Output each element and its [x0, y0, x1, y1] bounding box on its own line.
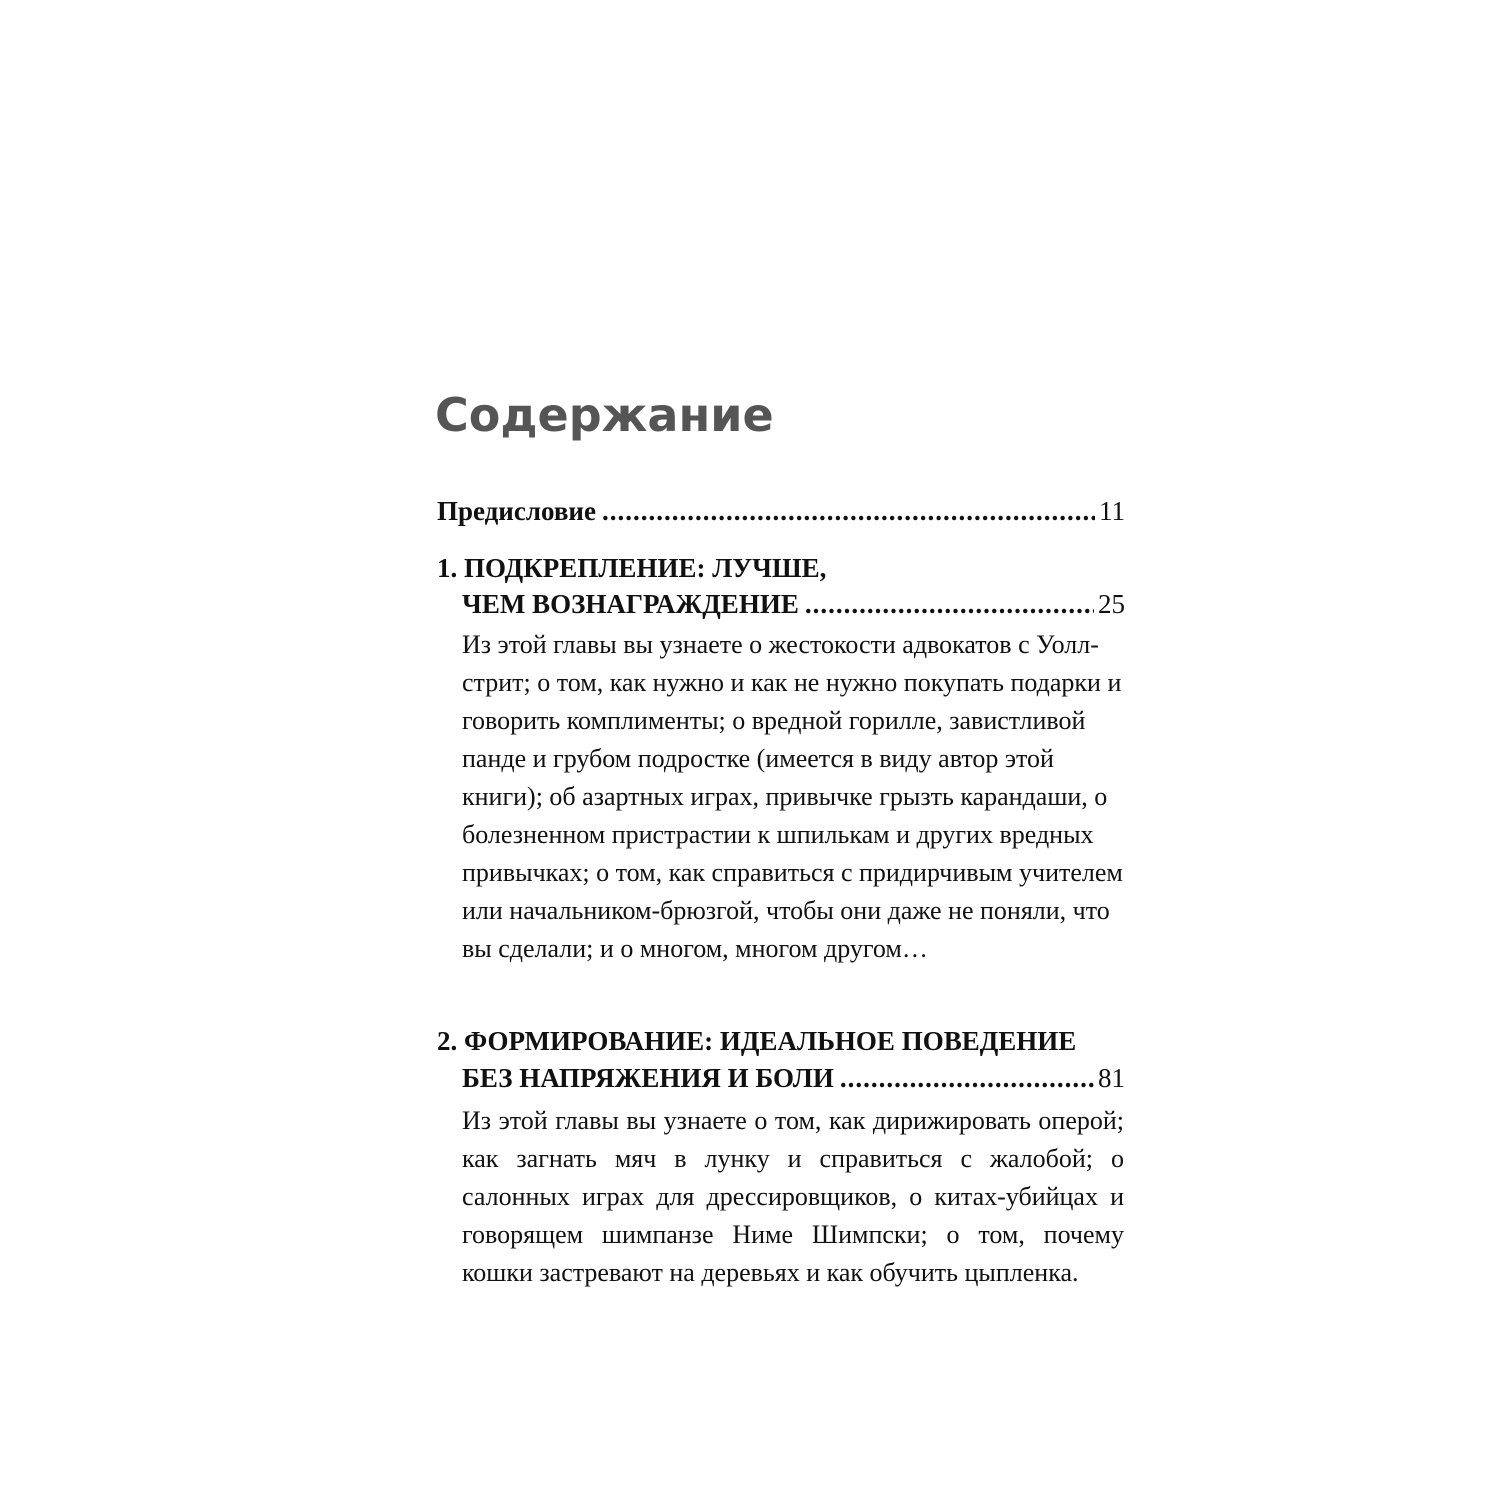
toc-entry-chapter-2[interactable]: [462, 1063, 1125, 1094]
toc-entry-chapter-1[interactable]: [462, 589, 1125, 620]
chapter-1-heading-continued: ЧЕМ ВОЗНАГРАЖДЕНИЕ: [462, 589, 799, 619]
dot-leader: [840, 1063, 1094, 1094]
chapter-2-heading[interactable]: 2. ФОРМИРОВАНИЕ: ИДЕАЛЬНОЕ ПОВЕДЕНИЕ: [437, 1026, 1077, 1056]
page-title: Содержание: [435, 388, 774, 442]
chapter-2-description: Из этой главы вы узнаете о том, как дирижировать оперой; как загнать мяч в лунку и справиться с жалобой; о салонных играх для дрессировщиков, о китах-убийцах и говорящем шимпанзе Ниме Шимпски; о том, почему кошки застревают на деревьях и как обучить цыпленка.: [462, 1106, 1124, 1287]
chapter-2-heading-continued: БЕЗ НАПРЯЖЕНИЯ И БОЛИ: [462, 1063, 834, 1093]
toc-page-number: 11: [1099, 496, 1125, 526]
dot-leader: [602, 496, 1095, 527]
toc-page-number: 25: [1098, 589, 1125, 619]
toc-page-number: 81: [1098, 1063, 1125, 1093]
chapter-1-description: Из этой главы вы узнаете о жестокости адвокатов с Уолл-стрит; о том, как нужно и как не нужно покупать подарки и говорить комплименты; о вредной горилле, завистливой панде и грубом подростке (имеется в виду автор этой книги); об азартных играх, привычке грызть карандаши, о болезненном пристрастии к шпилькам и других вредных привычках; о том, как справиться с придирчивым учителем или начальником-брюзгой, чтобы они даже не поняли, что вы сделали; и о многом, многом другом…: [462, 630, 1123, 963]
toc-entry-label: Предисловие: [437, 496, 596, 526]
toc-entry-preface[interactable]: [437, 496, 1125, 527]
dot-leader: [805, 589, 1094, 620]
chapter-1-heading[interactable]: 1. ПОДКРЕПЛЕНИЕ: ЛУЧШЕ,: [437, 553, 827, 583]
